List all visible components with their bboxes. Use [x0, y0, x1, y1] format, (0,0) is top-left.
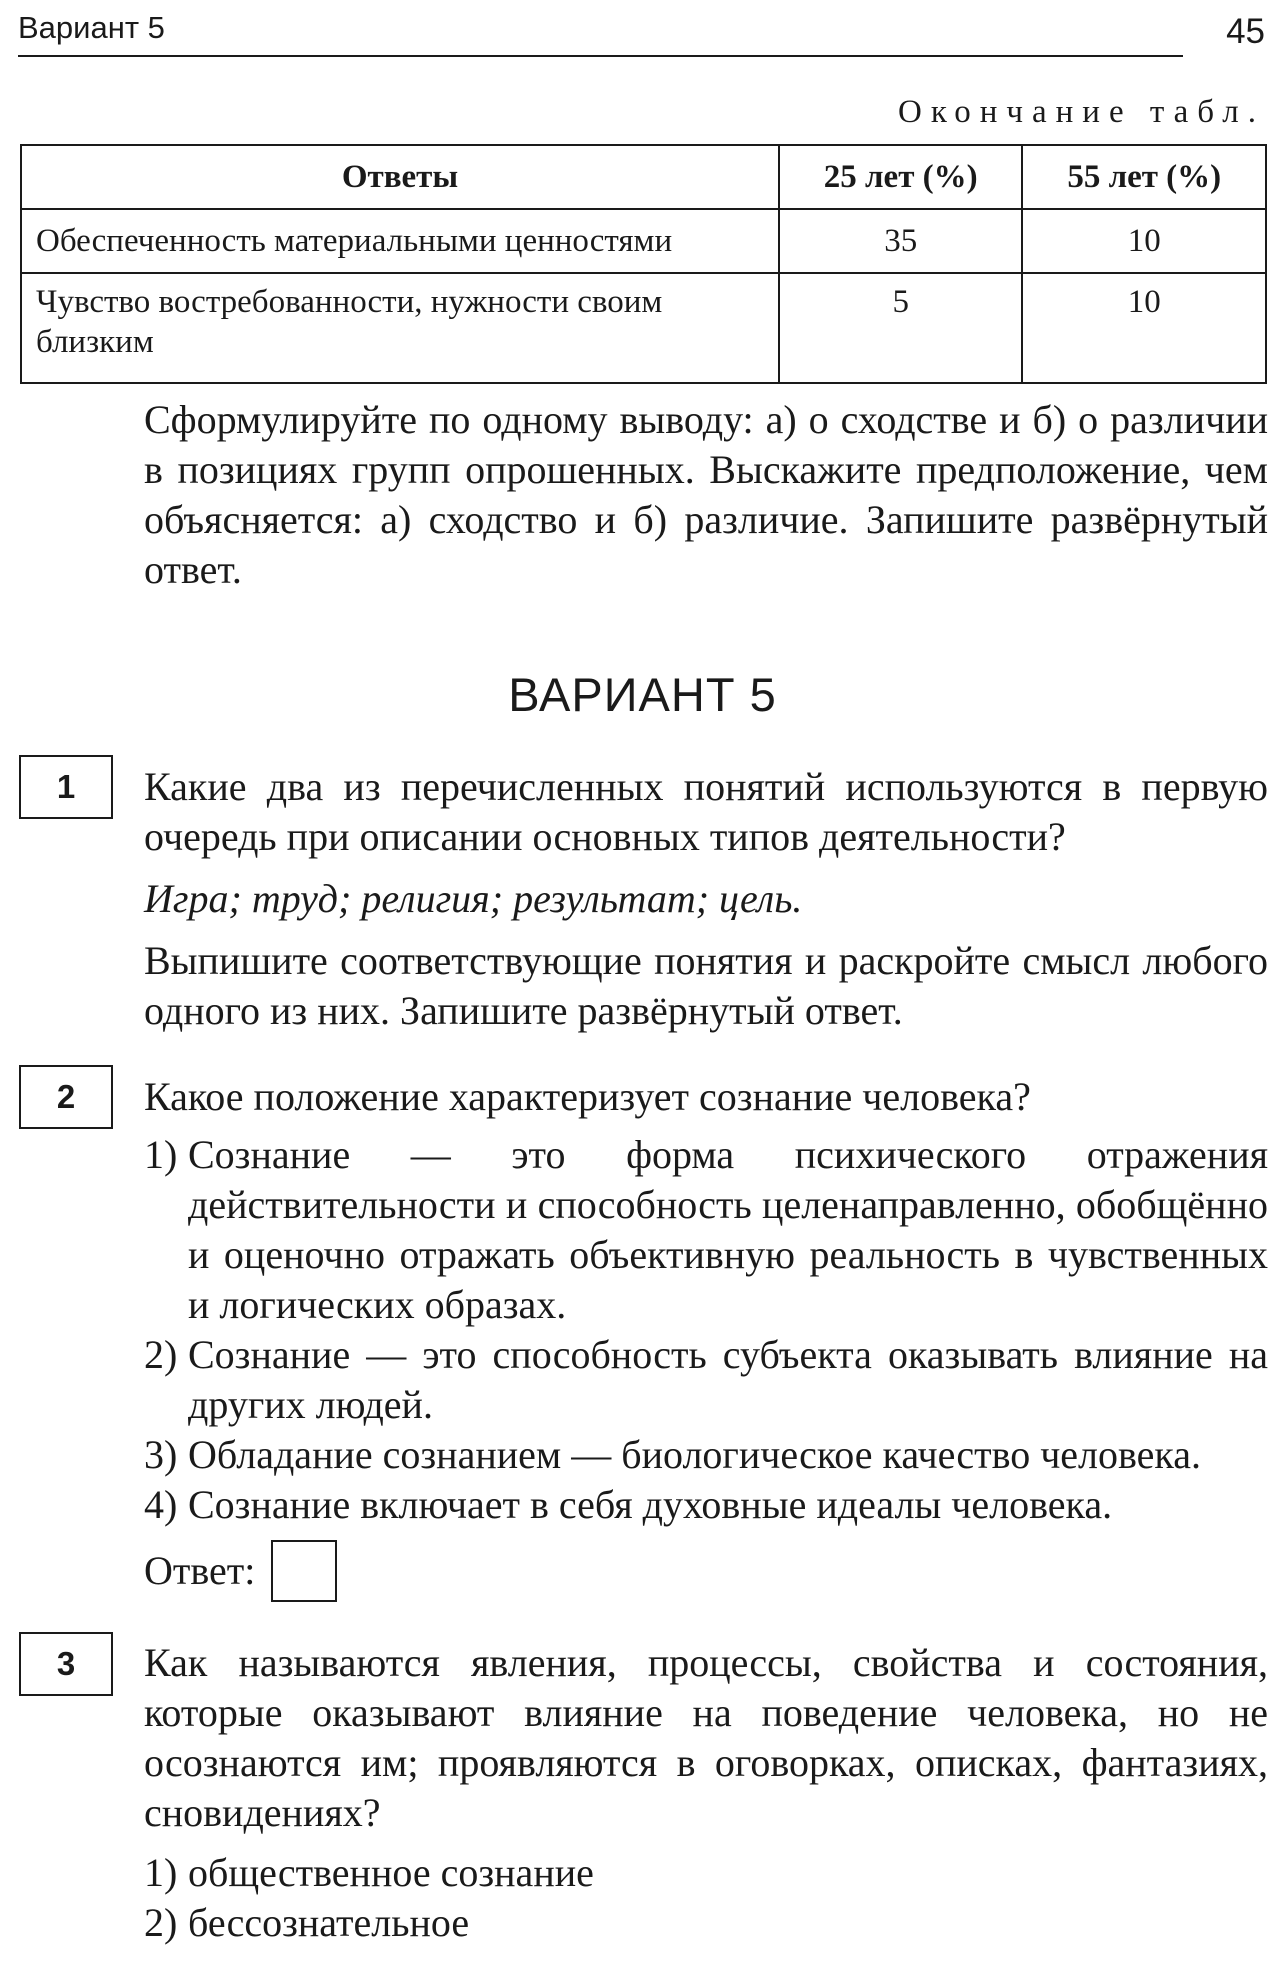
- option-list: [144, 1130, 1268, 1530]
- instruction-paragraph: Сформулируйте по одному выводу: а) о сходстве и б) о различии в позициях групп опрошенных. Выскажите предположение, чем объясняется: а) сходство и б) различие. Запишите развёрнутый ответ.: [144, 397, 1268, 592]
- option-text: Обладание сознанием — биологическое качество человека.: [188, 1432, 1202, 1477]
- option-item: [144, 1430, 1268, 1480]
- table-row: [21, 273, 1266, 383]
- task-number-box: 1: [19, 755, 113, 819]
- option-item: [144, 1848, 1268, 1898]
- task-number-box: 2: [19, 1065, 113, 1129]
- task-number-box: 3: [19, 1632, 113, 1696]
- task-2: [144, 1072, 1268, 1602]
- answer-label: Ответ:: [144, 1548, 256, 1593]
- option-item: [144, 1898, 1268, 1948]
- table-cell: 10: [1022, 209, 1266, 273]
- variant-heading: ВАРИАНТ 5: [508, 668, 777, 721]
- table-cell: Чувство востребованности, нужности своим близким: [21, 273, 779, 383]
- option-number: 1): [144, 1132, 178, 1177]
- option-number: 2): [144, 1332, 178, 1377]
- task-question: Как называются явления, процессы, свойства и состояния, которые оказывают влияние на поведение человека, но не осознаются им; проявляются в оговорках, описках, фантазиях, сновидениях?: [144, 1640, 1268, 1835]
- column-header: 25 лет (%): [779, 145, 1023, 209]
- option-item: [144, 1130, 1268, 1330]
- table-cell: 10: [1022, 273, 1266, 383]
- page-number: 45: [1226, 12, 1265, 51]
- task-question: Какое положение характеризует сознание человека?: [144, 1074, 1031, 1119]
- running-title: Вариант 5: [18, 10, 165, 45]
- table-continuation-label: Окончание табл.: [898, 94, 1265, 130]
- task-question: Какие два из перечисленных понятий используются в первую очередь при описании основных типов деятельности?: [144, 764, 1268, 859]
- column-header: Ответы: [21, 145, 779, 209]
- table-cell: 35: [779, 209, 1023, 273]
- header-rule: [18, 55, 1183, 57]
- option-number: 1): [144, 1850, 178, 1895]
- option-text: Сознание — это форма психического отражения действительности и способность целенаправленно, обобщённо и оценочно отражать объективную реальность в чувственных и логических образах.: [188, 1132, 1268, 1327]
- task-1: [144, 762, 1268, 1036]
- option-list: [144, 1848, 1268, 1948]
- option-number: 2): [144, 1900, 178, 1945]
- option-number: 4): [144, 1482, 178, 1527]
- option-text: общественное сознание: [188, 1850, 594, 1895]
- option-text: бессознательное: [188, 1900, 470, 1945]
- option-text: Сознание — это способность субъекта оказывать влияние на других людей.: [188, 1332, 1268, 1427]
- option-number: 3): [144, 1432, 178, 1477]
- option-item: [144, 1480, 1268, 1530]
- answer-box[interactable]: [271, 1540, 337, 1602]
- answer-row: [144, 1540, 1268, 1602]
- task-instruction: Выпишите соответствующие понятия и раскройте смысл любого одного из них. Запишите развёрнутый ответ.: [144, 938, 1268, 1033]
- option-text: Сознание включает в себя духовные идеалы человека.: [188, 1482, 1113, 1527]
- table-cell: Обеспеченность материальными ценностями: [21, 209, 779, 273]
- survey-table: [20, 144, 1267, 384]
- table-row: [21, 209, 1266, 273]
- column-header: 55 лет (%): [1022, 145, 1266, 209]
- table-cell: 5: [779, 273, 1023, 383]
- task-3: [144, 1638, 1268, 1948]
- option-item: [144, 1330, 1268, 1430]
- table-header-row: [21, 145, 1266, 209]
- task-terms: Игра; труд; религия; результат; цель.: [144, 876, 803, 921]
